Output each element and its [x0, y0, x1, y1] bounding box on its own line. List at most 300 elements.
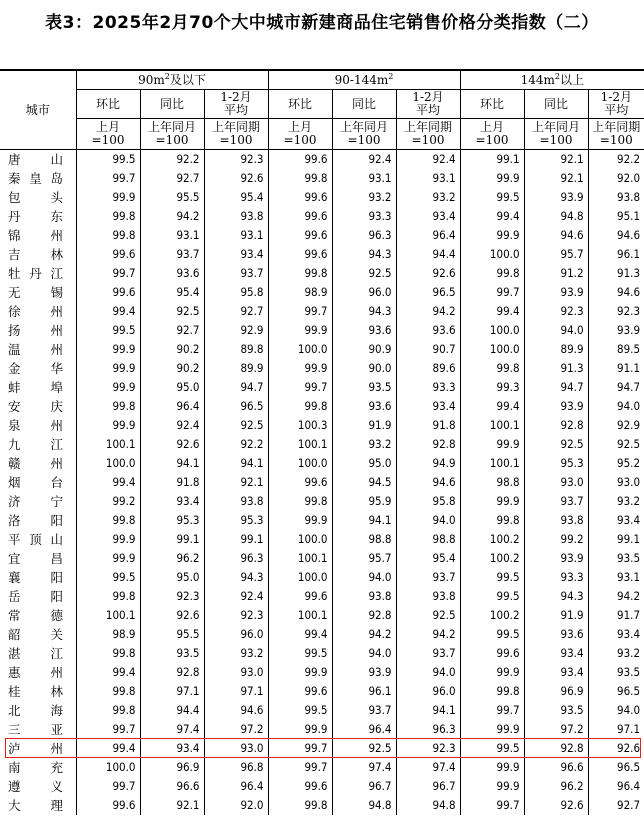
index-value: 99.5	[460, 739, 524, 758]
index-value: 96.3	[204, 549, 268, 568]
index-value: 99.7	[460, 701, 524, 720]
index-value: 96.0	[332, 283, 396, 302]
index-value: 96.2	[140, 549, 204, 568]
index-value: 93.6	[332, 397, 396, 416]
city-name: 秦 皇 岛	[8, 171, 63, 186]
index-value: 99.8	[268, 169, 332, 188]
index-value: 99.5	[76, 150, 140, 169]
index-value: 92.0	[588, 169, 644, 188]
index-value: 94.2	[588, 587, 644, 606]
index-value: 99.9	[76, 549, 140, 568]
index-value: 89.6	[396, 359, 460, 378]
city-name: 惠 州	[8, 665, 63, 680]
index-value: 89.9	[524, 340, 588, 359]
index-value: 92.3	[396, 739, 460, 758]
city-name: 岳 阳	[8, 589, 63, 604]
city-name: 徐 州	[8, 304, 63, 319]
index-value: 92.3	[204, 150, 268, 169]
ytd-avg-header: 1-2月 平均	[396, 90, 460, 119]
index-value: 94.6	[588, 226, 644, 245]
city-name: 包 头	[8, 190, 63, 205]
table-row	[0, 321, 644, 340]
index-value: 96.8	[204, 758, 268, 777]
index-value: 92.5	[204, 416, 268, 435]
index-value: 93.4	[140, 739, 204, 758]
index-value: 99.8	[460, 511, 524, 530]
index-value: 93.2	[332, 435, 396, 454]
group-header-small: $90m^2$及以下	[76, 70, 268, 90]
index-value: 99.6	[268, 682, 332, 701]
index-value: 95.5	[140, 625, 204, 644]
index-value: 93.2	[396, 188, 460, 207]
index-value: 93.4	[396, 207, 460, 226]
index-value: 91.9	[524, 606, 588, 625]
city-name: 泉 州	[8, 418, 63, 433]
index-value: 96.4	[204, 777, 268, 796]
index-value: 92.2	[140, 150, 204, 169]
index-value: 93.6	[524, 625, 588, 644]
index-value: 94.2	[396, 302, 460, 321]
index-value: 93.2	[588, 644, 644, 663]
index-value: 99.1	[204, 530, 268, 549]
table-row	[0, 283, 644, 302]
index-value: 99.8	[76, 644, 140, 663]
index-value: 99.4	[76, 302, 140, 321]
index-value: 96.0	[204, 625, 268, 644]
index-value: 99.8	[76, 511, 140, 530]
index-value: 95.0	[140, 568, 204, 587]
index-value: 100.2	[460, 549, 524, 568]
index-value: 99.9	[460, 720, 524, 739]
index-value: 94.0	[332, 568, 396, 587]
index-value: 93.9	[524, 188, 588, 207]
index-value: 93.7	[204, 264, 268, 283]
index-value: 92.6	[140, 606, 204, 625]
index-value: 90.0	[332, 359, 396, 378]
index-value: 99.9	[460, 777, 524, 796]
index-value: 93.4	[524, 663, 588, 682]
index-value: 90.7	[396, 340, 460, 359]
index-value: 92.5	[524, 435, 588, 454]
index-value: 92.1	[524, 150, 588, 169]
index-value: 100.1	[460, 416, 524, 435]
index-value: 100.0	[460, 340, 524, 359]
index-value: 99.8	[76, 587, 140, 606]
index-value: 94.9	[396, 454, 460, 473]
prev-year-period-base: 上年同期 =100	[396, 119, 460, 150]
table-row	[0, 568, 644, 587]
table-row	[0, 549, 644, 568]
index-value: 90.2	[140, 359, 204, 378]
index-value: 99.4	[268, 625, 332, 644]
city-name: 蚌 埠	[8, 380, 63, 395]
index-value: 93.4	[396, 397, 460, 416]
index-value: 99.6	[268, 207, 332, 226]
index-value: 99.6	[268, 188, 332, 207]
index-value: 96.4	[588, 777, 644, 796]
group-header-medium: $90-144m^2$	[268, 70, 460, 90]
index-value: 95.3	[524, 454, 588, 473]
index-value: 99.6	[268, 226, 332, 245]
index-value: 94.3	[332, 245, 396, 264]
index-value: 91.3	[524, 359, 588, 378]
table-row	[0, 511, 644, 530]
index-value: 93.8	[204, 492, 268, 511]
table-row	[0, 302, 644, 321]
index-value: 91.8	[396, 416, 460, 435]
prev-month-base: 上月 =100	[460, 119, 524, 150]
index-value: 97.2	[204, 720, 268, 739]
index-value: 93.8	[524, 511, 588, 530]
index-value: 95.1	[588, 207, 644, 226]
index-value: 99.1	[588, 530, 644, 549]
index-value: 93.5	[588, 549, 644, 568]
index-value: 94.2	[140, 207, 204, 226]
index-value: 99.7	[460, 283, 524, 302]
yoy-header: 同比	[332, 90, 396, 119]
index-value: 92.2	[204, 435, 268, 454]
city-name: 牡 丹 江	[8, 266, 63, 281]
price-index-table	[0, 69, 644, 815]
index-value: 93.7	[332, 701, 396, 720]
index-value: 95.5	[140, 188, 204, 207]
prev-year-month-base: 上年同月 =100	[524, 119, 588, 150]
city-name: 烟 台	[8, 475, 63, 490]
index-value: 95.9	[332, 492, 396, 511]
index-value: 93.4	[588, 625, 644, 644]
table-row	[0, 226, 644, 245]
index-value: 99.3	[460, 378, 524, 397]
city-name: 扬 州	[8, 323, 63, 338]
table-row	[0, 245, 644, 264]
index-value: 91.7	[588, 606, 644, 625]
base-period-row	[0, 119, 644, 150]
index-value: 96.1	[588, 245, 644, 264]
table-row	[0, 587, 644, 606]
index-value: 93.3	[396, 378, 460, 397]
city-name: 泸 州	[8, 741, 63, 756]
index-value: 99.9	[76, 416, 140, 435]
index-value: 99.6	[76, 283, 140, 302]
index-value: 97.4	[396, 758, 460, 777]
index-value: 96.1	[332, 682, 396, 701]
table-row	[0, 606, 644, 625]
yoy-header: 同比	[524, 90, 588, 119]
table-row	[0, 701, 644, 720]
index-value: 93.7	[396, 644, 460, 663]
index-value: 92.3	[140, 587, 204, 606]
index-value: 99.5	[460, 587, 524, 606]
city-name: 韶 关	[8, 627, 63, 642]
index-value: 99.9	[460, 663, 524, 682]
index-value: 94.0	[396, 663, 460, 682]
index-value: 96.5	[204, 397, 268, 416]
index-value: 99.4	[76, 663, 140, 682]
table-row	[0, 169, 644, 188]
city-name: 赣 州	[8, 456, 63, 471]
index-value: 93.0	[204, 663, 268, 682]
index-value: 94.5	[332, 473, 396, 492]
index-value: 100.1	[76, 435, 140, 454]
table-row	[0, 378, 644, 397]
city-name: 温 州	[8, 342, 63, 357]
index-value: 99.7	[268, 739, 332, 758]
index-value: 98.8	[396, 530, 460, 549]
index-value: 95.0	[140, 378, 204, 397]
index-value: 93.6	[140, 264, 204, 283]
city-name: 金 华	[8, 361, 63, 376]
table-row	[0, 207, 644, 226]
table-row	[0, 682, 644, 701]
index-value: 99.9	[76, 340, 140, 359]
mom-header: 环比	[76, 90, 140, 119]
index-value: 93.2	[588, 492, 644, 511]
index-value: 93.2	[204, 644, 268, 663]
index-value: 96.4	[140, 397, 204, 416]
index-value: 93.1	[204, 226, 268, 245]
city-name: 济 宁	[8, 494, 63, 509]
index-value: 94.4	[140, 701, 204, 720]
index-value: 97.4	[332, 758, 396, 777]
city-name: 宜 昌	[8, 551, 63, 566]
index-value: 99.1	[140, 530, 204, 549]
city-name: 大 理	[8, 798, 63, 813]
mom-header: 环比	[460, 90, 524, 119]
index-value: 96.5	[588, 682, 644, 701]
index-value: 99.6	[268, 777, 332, 796]
index-value: 100.2	[460, 530, 524, 549]
index-value: 89.8	[204, 340, 268, 359]
table-row	[0, 758, 644, 777]
index-value: 94.7	[588, 378, 644, 397]
index-value: 93.2	[332, 188, 396, 207]
index-value: 99.8	[76, 701, 140, 720]
index-value: 99.8	[268, 264, 332, 283]
table-row	[0, 435, 644, 454]
index-value: 99.6	[460, 644, 524, 663]
index-value: 93.8	[396, 587, 460, 606]
index-value: 94.0	[332, 644, 396, 663]
index-value: 93.7	[524, 492, 588, 511]
index-value: 99.8	[76, 207, 140, 226]
index-value: 93.4	[204, 245, 268, 264]
city-name: 无 锡	[8, 285, 63, 300]
table-row	[0, 188, 644, 207]
index-value: 94.7	[204, 378, 268, 397]
index-value: 99.9	[460, 169, 524, 188]
city-name: 唐 山	[8, 152, 63, 168]
prev-month-base: 上月 =100	[268, 119, 332, 150]
index-value: 98.8	[332, 530, 396, 549]
index-value: 92.7	[140, 169, 204, 188]
prev-year-period-base: 上年同期 =100	[204, 119, 268, 150]
table-row	[0, 264, 644, 283]
index-value: 99.2	[76, 492, 140, 511]
index-value: 94.1	[140, 454, 204, 473]
index-value: 92.1	[204, 473, 268, 492]
index-value: 91.1	[588, 359, 644, 378]
index-value: 99.9	[268, 720, 332, 739]
index-value: 93.9	[524, 549, 588, 568]
index-value: 99.6	[268, 245, 332, 264]
table-row	[0, 644, 644, 663]
index-value: 99.4	[76, 473, 140, 492]
group-header-large: $144m^2$以上	[460, 70, 644, 90]
index-value: 99.6	[268, 473, 332, 492]
index-value: 92.3	[524, 302, 588, 321]
index-value: 99.7	[76, 169, 140, 188]
table-row	[0, 663, 644, 682]
index-value: 93.1	[332, 169, 396, 188]
index-value: 99.9	[268, 511, 332, 530]
mom-header: 环比	[268, 90, 332, 119]
index-value: 92.5	[588, 435, 644, 454]
index-value: 93.1	[588, 568, 644, 587]
index-value: 99.8	[76, 226, 140, 245]
city-name: 常 德	[8, 608, 63, 623]
yoy-header: 同比	[140, 90, 204, 119]
table-title: 表3：2025年2月70个大中城市新建商品住宅销售价格分类指数（二）	[45, 13, 599, 33]
table-row	[0, 796, 644, 815]
index-value: 94.0	[588, 701, 644, 720]
index-value: 95.3	[140, 511, 204, 530]
index-value: 93.6	[396, 321, 460, 340]
index-value: 94.1	[332, 511, 396, 530]
index-value: 99.4	[460, 302, 524, 321]
index-value: 95.7	[524, 245, 588, 264]
index-value: 100.1	[76, 606, 140, 625]
table-body	[0, 150, 644, 815]
index-value: 99.9	[460, 492, 524, 511]
index-value: 93.4	[588, 511, 644, 530]
index-value: 93.3	[524, 568, 588, 587]
index-value: 99.5	[268, 701, 332, 720]
table-row	[0, 720, 644, 739]
index-value: 91.2	[524, 264, 588, 283]
index-value: 93.1	[140, 226, 204, 245]
index-value: 93.0	[524, 473, 588, 492]
index-value: 96.7	[396, 777, 460, 796]
index-value: 95.3	[204, 511, 268, 530]
index-value: 92.9	[204, 321, 268, 340]
index-value: 99.7	[76, 777, 140, 796]
table-row	[0, 416, 644, 435]
city-name: 三 亚	[8, 722, 63, 737]
index-value: 94.4	[396, 245, 460, 264]
index-value: 99.7	[268, 378, 332, 397]
index-value: 99.9	[76, 378, 140, 397]
index-value: 91.3	[588, 264, 644, 283]
city-name: 丹 东	[8, 209, 63, 224]
index-value: 89.5	[588, 340, 644, 359]
table-row	[0, 473, 644, 492]
index-value: 99.5	[460, 625, 524, 644]
index-value: 93.1	[396, 169, 460, 188]
index-value: 93.8	[332, 587, 396, 606]
index-value: 91.8	[140, 473, 204, 492]
index-value: 93.5	[524, 701, 588, 720]
index-value: 92.8	[396, 435, 460, 454]
index-value: 93.9	[524, 283, 588, 302]
index-value: 94.3	[524, 587, 588, 606]
index-value: 96.5	[396, 283, 460, 302]
index-value: 92.9	[588, 416, 644, 435]
city-name: 南 充	[8, 760, 63, 775]
index-value: 92.6	[204, 169, 268, 188]
index-value: 96.4	[396, 226, 460, 245]
index-value: 92.3	[204, 606, 268, 625]
ytd-avg-header: 1-2月 平均	[588, 90, 644, 119]
index-value: 94.8	[524, 207, 588, 226]
index-value: 99.7	[460, 796, 524, 815]
index-value: 94.2	[396, 625, 460, 644]
table-row	[0, 397, 644, 416]
index-value: 99.5	[76, 321, 140, 340]
table-row	[0, 530, 644, 549]
index-value: 92.7	[204, 302, 268, 321]
index-value: 97.2	[524, 720, 588, 739]
prev-month-base: 上月 =100	[76, 119, 140, 150]
index-value: 99.7	[268, 302, 332, 321]
index-value: 100.0	[460, 321, 524, 340]
index-value: 99.9	[460, 226, 524, 245]
index-value: 99.8	[460, 264, 524, 283]
index-value: 98.9	[76, 625, 140, 644]
index-value: 92.8	[524, 416, 588, 435]
index-value: 100.3	[268, 416, 332, 435]
index-value: 96.6	[140, 777, 204, 796]
index-value: 94.6	[396, 473, 460, 492]
index-value: 95.2	[588, 454, 644, 473]
index-value: 96.2	[524, 777, 588, 796]
index-value: 99.8	[460, 359, 524, 378]
index-value: 92.4	[140, 416, 204, 435]
index-value: 94.3	[332, 302, 396, 321]
index-value: 100.0	[76, 758, 140, 777]
index-value: 97.4	[140, 720, 204, 739]
index-value: 96.4	[332, 720, 396, 739]
table-row	[0, 150, 644, 169]
index-value: 92.8	[140, 663, 204, 682]
index-value: 96.9	[140, 758, 204, 777]
index-value: 100.1	[268, 606, 332, 625]
table-row	[0, 739, 644, 758]
table-row	[0, 454, 644, 473]
index-value: 93.9	[588, 321, 644, 340]
index-value: 99.9	[76, 530, 140, 549]
index-value: 96.5	[588, 758, 644, 777]
index-value: 98.8	[460, 473, 524, 492]
index-value: 99.8	[460, 682, 524, 701]
index-value: 100.0	[460, 245, 524, 264]
index-value: 99.4	[460, 207, 524, 226]
index-value: 94.3	[204, 568, 268, 587]
index-value: 92.8	[524, 739, 588, 758]
index-value: 92.6	[396, 264, 460, 283]
index-value: 99.8	[76, 397, 140, 416]
index-value: 92.6	[588, 739, 644, 758]
index-value: 95.4	[204, 188, 268, 207]
index-value: 94.6	[524, 226, 588, 245]
index-value: 99.9	[76, 188, 140, 207]
index-value: 99.9	[268, 663, 332, 682]
index-value: 94.0	[588, 397, 644, 416]
index-value: 92.4	[204, 587, 268, 606]
index-value: 95.0	[332, 454, 396, 473]
index-value: 96.7	[332, 777, 396, 796]
index-value: 90.2	[140, 340, 204, 359]
city-name: 锦 州	[8, 228, 63, 243]
